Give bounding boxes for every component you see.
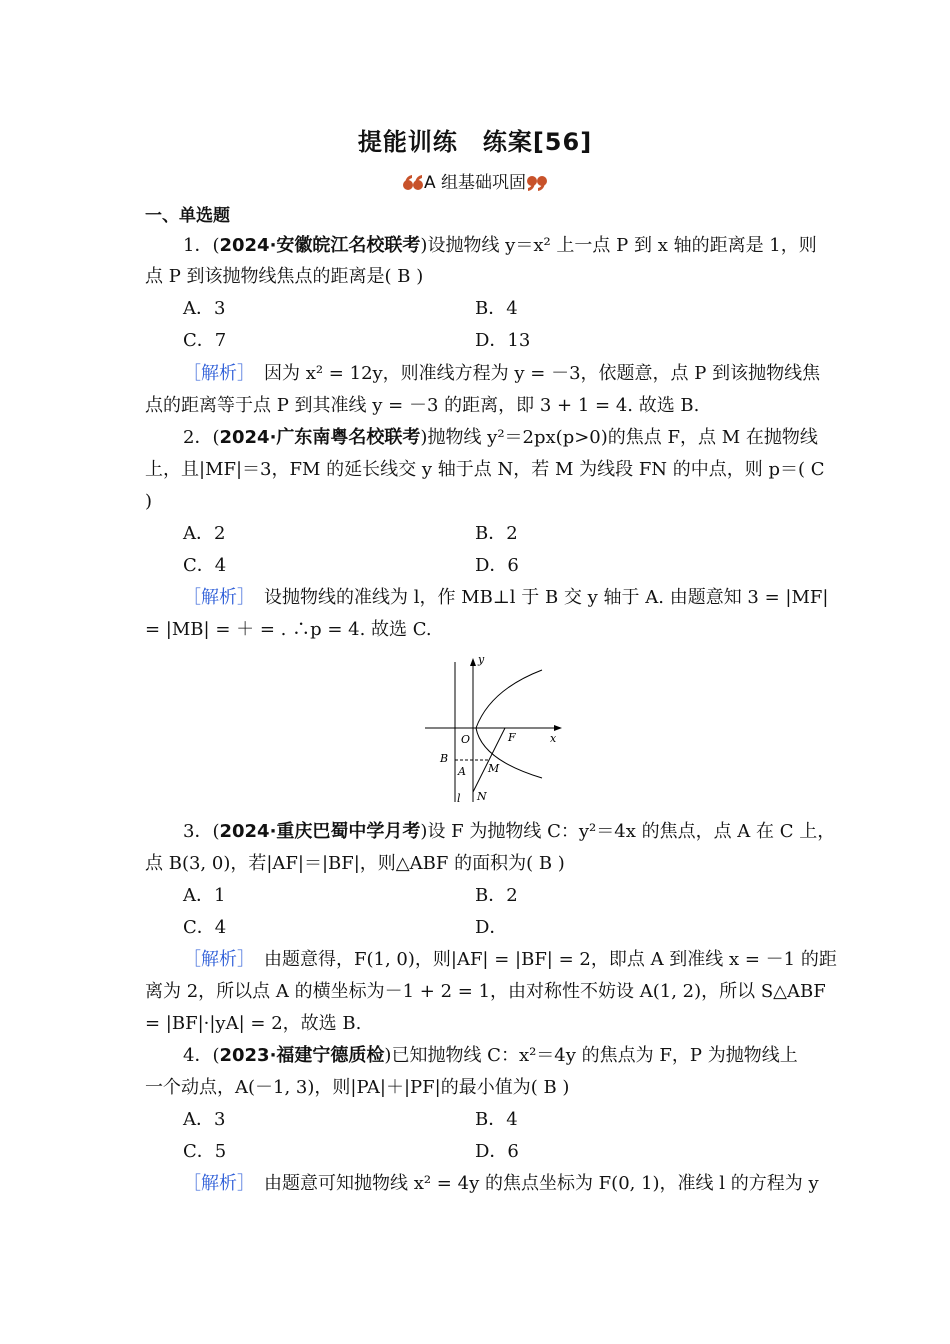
q1-analysis-text1: 因为 x² = 12y，则准线方程为 y = －3，依题意，点 P 到该抛物线焦 [264,363,821,384]
label-m: M [488,762,500,775]
label-f: F [508,731,516,744]
close-quote-icon [526,173,548,193]
q4-analysis-line1 [183,1173,819,1195]
q2-line1 [183,427,848,449]
q2-number: 2．( [183,427,220,448]
y-axis-arrow [470,658,476,666]
q4-source: 2023·福建宁德质检 [219,1045,385,1066]
label-b: B [440,752,449,765]
q4-number: 4．( [183,1045,220,1066]
page-title: 提能训练 练案[56] [357,128,593,156]
q3-option-c: C．4 [183,917,227,938]
label-x: x [550,732,557,745]
q1-analysis-line2: 点的距离等于点 P 到其准线 y = －3 的距离，即 3 + 1 = 4. 故选 B. [145,395,700,416]
q2-source: 2024·广东南粤名校联考 [219,427,421,448]
q4-line1 [183,1045,848,1067]
q3-option-a: A．1 [183,885,226,906]
q3-source: 2024·重庆巴蜀中学月考 [219,821,421,842]
q3-analysis-line2: 离为 2，所以点 A 的横坐标为－1 + 2 = 1，由对称性不妨设 A(1, 2)，所以 S△ABF [145,981,826,1002]
label-n: N [477,790,487,803]
q2-analysis-line2: = |MB| = ＋ = . ∴p = 4. 故选 C. [145,619,432,640]
q2-option-d: D．6 [475,555,519,576]
badge-text: A 组基础巩固 [423,173,527,193]
q2-analysis-line1 [183,587,829,609]
x-axis-arrow [554,725,562,731]
q4-line2: 一个动点，A(－1, 3)，则|PA|＋|PF|的最小值为( B ) [145,1077,570,1098]
q2-option-c: C．4 [183,555,227,576]
q1-option-d: D．13 [475,330,531,351]
q4-analysis-label: ［解析］ [183,1173,246,1194]
q2-option-b: B．2 [475,523,518,544]
q1-number: 1．( [183,235,220,256]
q1-line1 [183,235,848,257]
q2-analysis-label: ［解析］ [183,587,246,608]
q4-option-a: A．3 [183,1109,226,1130]
q2-line3: ) [145,491,153,512]
q3-analysis-line3: = |BF|·|yA| = 2，故选 B. [145,1013,362,1034]
q4-option-c: C．5 [183,1141,227,1162]
q3-analysis-text1: 由题意得，F(1, 0)，则|AF| = |BF| = 2，即点 A 到准线 x = －1 的距 [264,949,837,970]
group-badge [0,168,950,193]
q2-analysis-text1: 设抛物线的准线为 l，作 MB⊥l 于 B 交 y 轴于 A. 由题意知 3 = |MF| [264,587,829,608]
label-a: A [458,765,466,778]
q4-option-d: D．6 [475,1141,519,1162]
q3-option-b: B．2 [475,885,518,906]
q3-number: 3．( [183,821,220,842]
q3-analysis-label: ［解析］ [183,949,246,970]
label-l: l [457,792,461,805]
q1-analysis-label: ［解析］ [183,363,246,384]
q3-text1: )设 F 为抛物线 C：y²＝4x 的焦点，点 A 在 C 上， [420,821,836,842]
q1-option-a: A．3 [183,298,226,319]
label-o: O [461,733,471,746]
q2-text1: )抛物线 y²＝2px(p>0)的焦点 F，点 M 在抛物线 [420,427,818,448]
q1-analysis-line1 [183,363,821,385]
q4-option-b: B．4 [475,1109,518,1130]
q4-analysis-text1: 由题意可知抛物线 x² = 4y 的焦点坐标为 F(0, 1)，准线 l 的方程为 y [264,1173,819,1194]
open-quote-icon [402,173,424,193]
q3-line1 [183,821,848,843]
parabola-figure [420,650,570,805]
q2-line2: 上，且|MF|＝3，FM 的延长线交 y 轴于点 N，若 M 为线段 FN 的中点，则 p＝( C [145,459,825,480]
q4-text1: )已知抛物线 C：x²＝4y 的焦点为 F，P 为抛物线上 [384,1045,798,1066]
q1-option-c: C．7 [183,330,227,351]
q1-option-b: B．4 [475,298,518,319]
parabola-curve [476,670,542,778]
q1-text1: )设抛物线 y＝x² 上一点 P 到 x 轴的距离是 1，则 [420,235,817,256]
q3-analysis-line1 [183,949,837,971]
q1-source: 2024·安徽皖江名校联考 [219,235,421,256]
q1-line2: 点 P 到该抛物线焦点的距离是( B ) [145,266,424,287]
section-heading: 一、单选题 [145,206,230,226]
q2-option-a: A．2 [183,523,226,544]
q3-option-d: D． [475,917,508,938]
label-y: y [478,653,485,666]
q3-line2: 点 B(3, 0)，若|AF|＝|BF|，则△ABF 的面积为( B ) [145,853,565,874]
